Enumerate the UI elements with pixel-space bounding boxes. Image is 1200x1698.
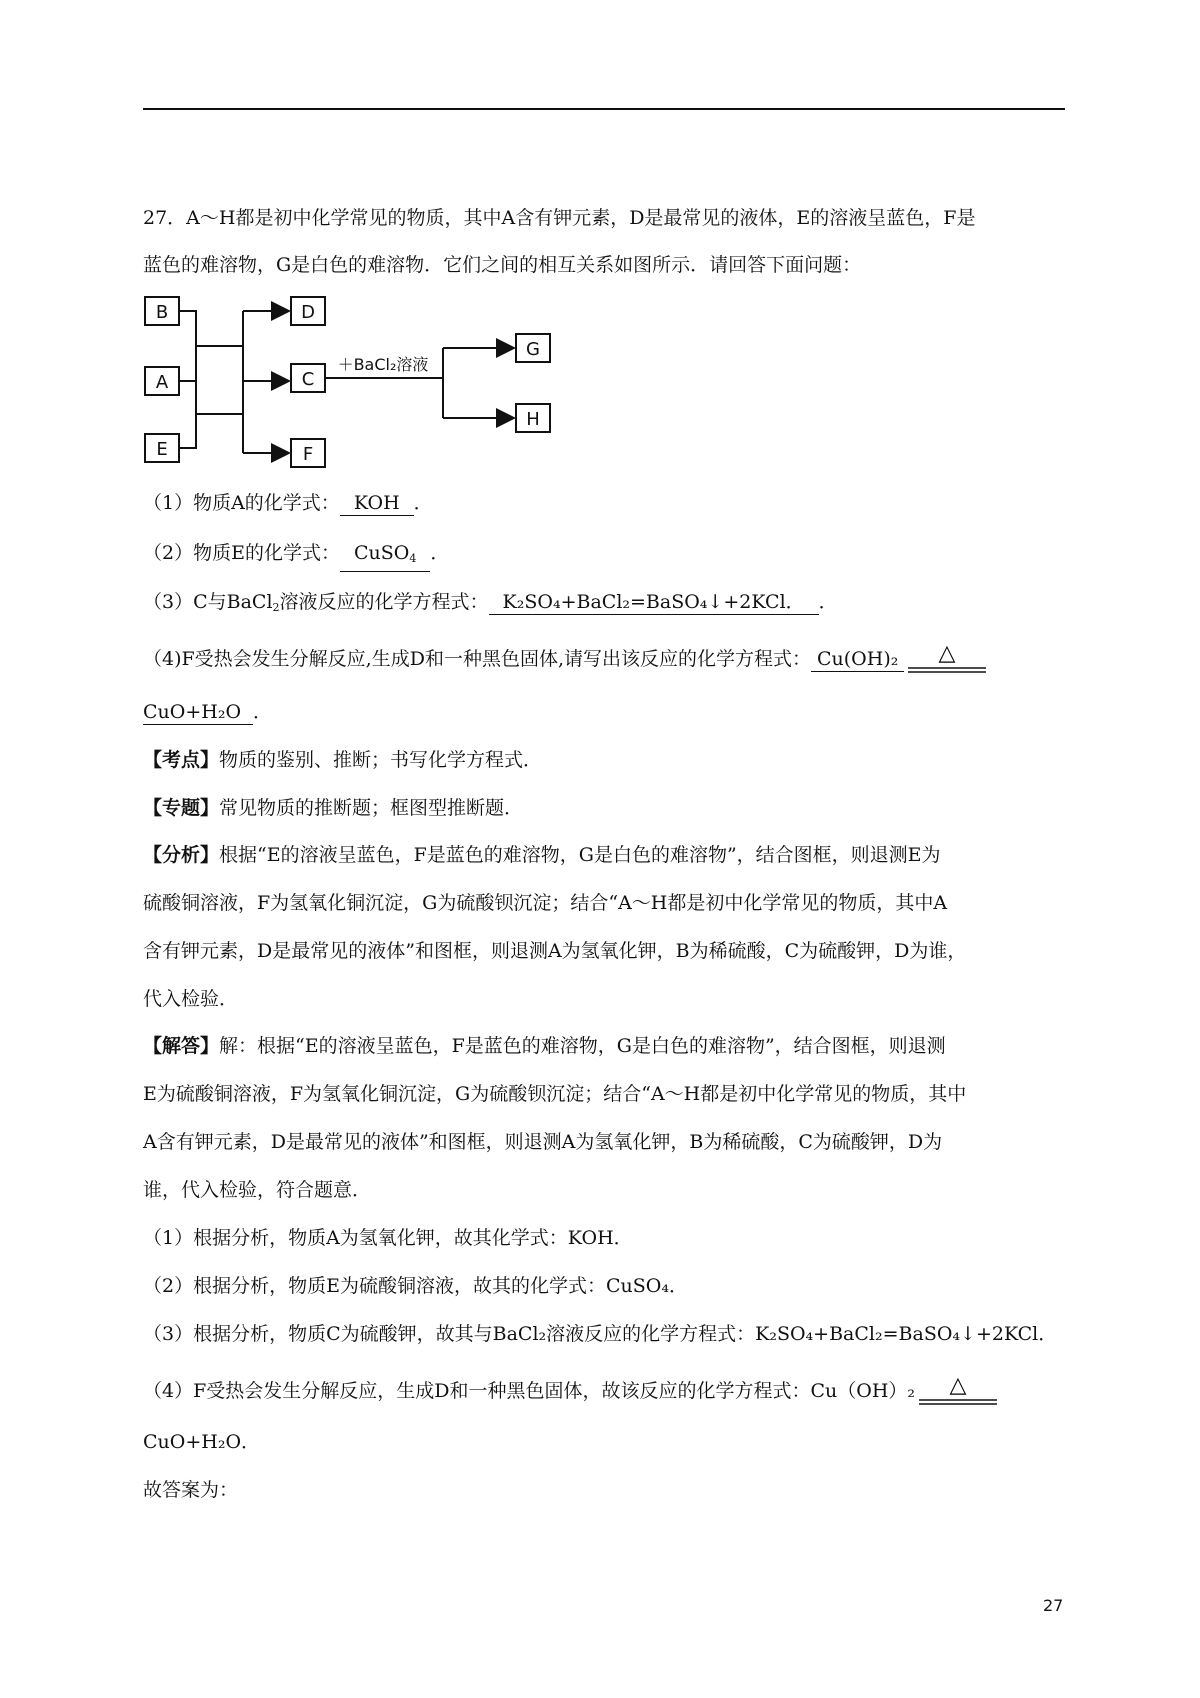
answer-3: （3）C与BaCl$_2$溶液反应的化学方程式： K₂SO₄+BaCl₂=BaSO₄↓+2KCl． ． xyxy=(143,591,838,614)
jieda-line1: 【解答】解：根据“E的溶液呈蓝色，F是蓝色的难溶物，G是白色的难溶物”，结合图框，则退测 xyxy=(143,1035,946,1057)
jieda-line4: 谁，代入检验，符合题意． xyxy=(143,1179,372,1201)
answer-1: （1）物质A的化学式： KOH ． xyxy=(143,492,433,514)
final-answer-label: 故答案为： xyxy=(143,1479,239,1501)
box-f-label: F xyxy=(302,444,314,465)
page-number: 27 xyxy=(1043,1596,1064,1615)
answer-2-blank: CuSO$_4$ xyxy=(340,541,430,572)
solution-3: （3）根据分析，物质C为硫酸钾，故其与BaCl₂溶液反应的化学方程式：K₂SO₄+BaCl₂=BaSO₄↓+2KCl． xyxy=(143,1323,1058,1345)
heat-triangle-icon: △ xyxy=(938,641,956,666)
box-c-label: C xyxy=(301,369,315,390)
answer-4-blank-part1: Cu(OH)₂ xyxy=(811,647,904,672)
fenxi-line4: 代入检验． xyxy=(143,988,239,1010)
jieda-line3: A含有钾元素，D是最常见的液体”和图框，则退测A为氢氧化钾，B为稀硫酸，C为硫酸钾，D为 xyxy=(143,1131,943,1153)
heat-triangle-icon-2: △ xyxy=(949,1373,967,1398)
zhuanti: 【专题】常见物质的推断题；框图型推断题． xyxy=(143,797,524,819)
answer-1-blank: KOH xyxy=(340,491,414,516)
answer-4-line2: CuO+H₂O ． xyxy=(143,701,273,723)
heating-condition xyxy=(908,640,986,680)
header-rule xyxy=(143,108,1065,110)
fenxi-line2: 硫酸铜溶液，F为氢氧化铜沉淀，G为硫酸钡沉淀；结合“A～H都是初中化学常见的物质，其中A xyxy=(143,892,948,914)
fenxi-line3: 含有钾元素，D是最常见的液体”和图框，则退测A为氢氧化钾，B为稀硫酸，C为硫酸钾，D为谁， xyxy=(143,940,967,962)
box-e-label: E xyxy=(156,439,168,460)
reaction-diagram xyxy=(143,290,563,475)
solution-4-line2: CuO+H₂O． xyxy=(143,1431,261,1453)
jieda-line2: E为硫酸铜溶液，F为氢氧化铜沉淀，G为硫酸钡沉淀；结合“A～H都是初中化学常见的物质，其中 xyxy=(143,1083,967,1105)
box-g-label: G xyxy=(526,339,540,360)
solution-heating-condition xyxy=(919,1372,997,1412)
kaodian: 【考点】物质的鉴别、推断；书写化学方程式． xyxy=(143,749,543,771)
answer-4-blank-part2: CuO+H₂O xyxy=(143,700,253,725)
box-b-label: B xyxy=(155,302,169,323)
box-d-label: D xyxy=(301,302,315,323)
solution-1: （1）根据分析，物质A为氢氧化钾，故其化学式：KOH． xyxy=(143,1227,633,1249)
question-stem-line1: 27．A～H都是初中化学常见的物质，其中A含有钾元素，D是最常见的液体，E的溶液呈蓝色，F是 xyxy=(143,207,976,229)
answer-3-blank: K₂SO₄+BaCl₂=BaSO₄↓+2KCl． xyxy=(489,590,819,615)
answer-4-line1: （4)F受热会发生分解反应,生成D和一种黑色固体,请写出该反应的化学方程式： Cu(OH)₂ △ xyxy=(143,640,986,680)
question-stem-line2: 蓝色的难溶物，G是白色的难溶物．它们之间的相互关系如图所示．请回答下面问题： xyxy=(143,254,862,276)
solution-2: （2）根据分析，物质E为硫酸铜溶液，故其的化学式：CuSO₄． xyxy=(143,1275,688,1297)
reagent-label: ＋BaCl₂溶液 xyxy=(337,355,429,374)
box-a-label: A xyxy=(155,372,169,393)
answer-2: （2）物质E的化学式： CuSO$_4$ ． xyxy=(143,541,449,572)
fenxi-line1: 【分析】根据“E的溶液呈蓝色，F是蓝色的难溶物，G是白色的难溶物”，结合图框，则退测E为 xyxy=(143,844,941,866)
solution-4-line1: （4）F受热会发生分解反应，生成D和一种黑色固体，故该反应的化学方程式：Cu（OH）₂ △ xyxy=(143,1372,997,1412)
box-h-label: H xyxy=(526,409,540,430)
